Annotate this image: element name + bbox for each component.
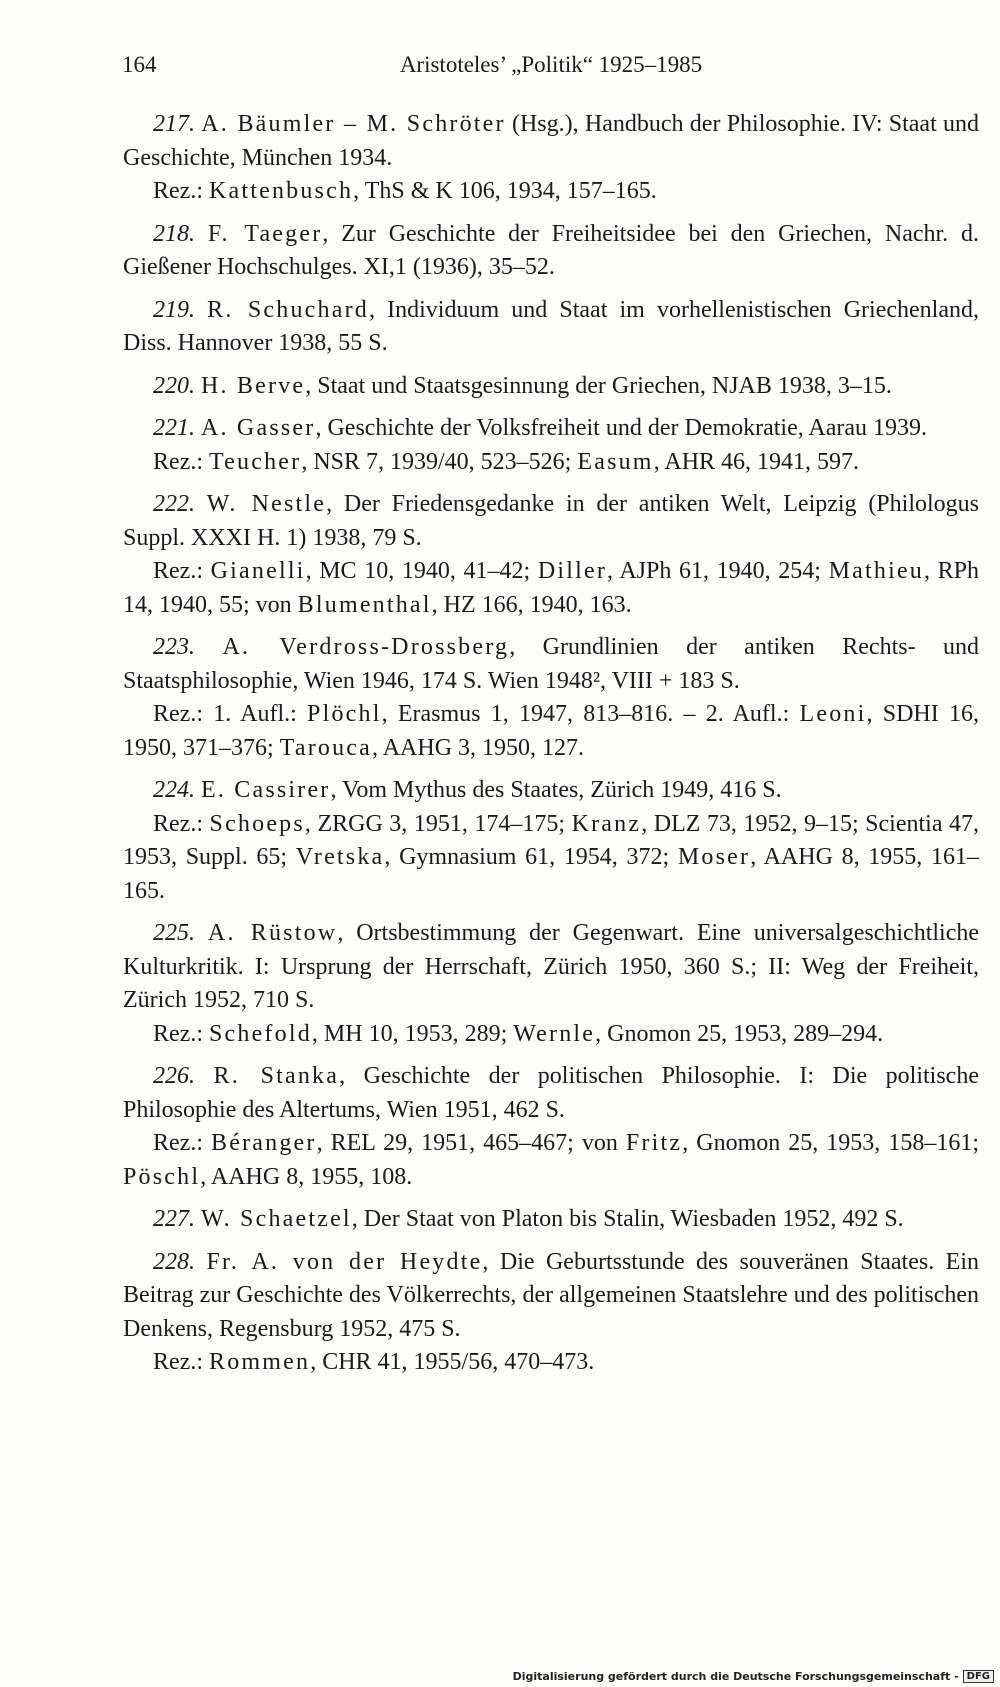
review-text: , ThS & K 106, 1934, 157–165. <box>353 178 657 204</box>
entry-number: 226. <box>153 1063 195 1089</box>
page-number: 164 <box>122 52 157 77</box>
entry-citation <box>123 917 979 1018</box>
bibliography-entry <box>123 488 979 622</box>
entry-title: , Zur Geschichte der Freiheitsidee bei den Griechen, Nachr. d. Gießener Hochschulges. XI,1 (1936), 35–52. <box>123 220 979 280</box>
review-text: Rez.: <box>153 448 209 475</box>
entry-author: H. Berve <box>201 372 306 399</box>
review-text: , Gymnasium 61, 1954, 372; <box>384 844 678 870</box>
reviewer-name: Béranger <box>211 1130 317 1156</box>
bibliography-entry <box>123 108 979 209</box>
reviewer-name: Diller <box>537 558 608 584</box>
review-text: , NSR 7, 1939/40, 523–526; <box>301 448 578 475</box>
entry-number: 222. <box>153 491 195 517</box>
review-text: , CHR 41, 1955/56, 470–473. <box>310 1349 595 1375</box>
review-text: Rez.: <box>153 178 209 204</box>
entry-reviews <box>123 1018 979 1052</box>
reviewer-name: Vretska <box>295 844 385 870</box>
bibliography-entry <box>123 1246 979 1380</box>
review-text: , AJPh 61, 1940, 254; <box>607 558 829 584</box>
review-text: Rez.: <box>153 558 211 584</box>
entry-title: , Individuum und Staat im vorhellenistischen Griechenland, Diss. Hannover 1938, 55 S. <box>123 296 979 356</box>
reviewer-name: Teucher <box>208 448 302 475</box>
entry-reviews <box>123 698 979 765</box>
reviewer-name: Pöschl <box>123 1163 201 1190</box>
entry-number: 223. <box>153 634 195 660</box>
review-text: , AAHG 8, 1955, 161–165. <box>123 844 979 904</box>
entry-reviews <box>123 1346 979 1380</box>
entry-reviews <box>123 175 979 209</box>
entry-number: 217. <box>153 111 195 137</box>
reviewer-name: Moser <box>677 844 751 870</box>
reviewer-name: Schoeps <box>209 810 305 837</box>
review-text: , DLZ 73, 1952, 9–15; Scientia 47, 1953, Suppl. 65; <box>123 810 979 870</box>
reviewer-name: Kranz <box>571 810 642 837</box>
entry-citation <box>123 1203 979 1237</box>
entry-reviews <box>123 555 979 622</box>
reviewer-name: Easum <box>577 448 654 475</box>
review-text: , AAHG 3, 1950, 127. <box>372 734 585 761</box>
entry-title: , Ortsbestimmung der Gegenwart. Eine universalgeschichtliche Kulturkritik. I: Ursprung der Herrschaft, Zürich 1950, 360 S.; II: Weg der Freiheit, Zürich 1952, 710 S. <box>123 920 980 1013</box>
dfg-logo: DFG <box>963 1670 994 1683</box>
bibliography-entry <box>123 774 979 908</box>
reviewer-name: Mathieu <box>828 558 925 584</box>
entry-number: 228. <box>153 1248 195 1275</box>
review-text: Rez.: 1. Aufl.: <box>153 701 308 727</box>
entry-citation <box>123 108 979 175</box>
reviewer-name: Blumenthal <box>297 591 432 618</box>
review-text: , MC 10, 1940, 41–42; <box>305 558 538 584</box>
entry-number: 227. <box>153 1206 195 1232</box>
entry-reviews <box>123 446 979 480</box>
entry-citation <box>123 631 979 698</box>
reviewer-name: Gianelli <box>210 558 306 584</box>
funding-footer <box>513 1670 994 1684</box>
entry-number: 225. <box>153 920 195 946</box>
review-text: , Gnomon 25, 1953, 158–161; <box>682 1130 979 1156</box>
reviewer-name: Fritz <box>625 1130 683 1156</box>
bibliography-entry <box>123 370 979 404</box>
entry-title: , Die Geburtsstunde des souveränen Staates. Ein Beitrag zur Geschichte des Völkerrechts, der allgemeinen Staatslehre und des politischen Denkens, Regensburg 1952, 475 S. <box>123 1248 979 1342</box>
entry-title: (Hsg.), Handbuch der Philosophie. IV: Staat und Geschichte, München 1934. <box>123 111 980 171</box>
bibliography-list <box>123 108 979 1389</box>
entry-author: W. Nestle <box>206 491 327 517</box>
entry-number: 221. <box>153 415 195 441</box>
entry-reviews <box>123 1127 979 1194</box>
entry-author: A. Verdross-Drossberg <box>222 634 510 660</box>
bibliography-entry <box>123 1060 979 1194</box>
entry-title: , Staat und Staatsgesinnung der Griechen, NJAB 1938, 3–15. <box>305 372 892 399</box>
review-text: , HZ 166, 1940, 163. <box>431 591 632 618</box>
entry-citation <box>123 412 979 446</box>
entry-author: W. Schaetzel <box>201 1206 352 1232</box>
entry-citation <box>123 1060 979 1127</box>
entry-citation <box>123 294 979 361</box>
entry-number: 219. <box>153 296 195 323</box>
review-text: Rez.: <box>153 1130 212 1156</box>
review-text: , ZRGG 3, 1951, 174–175; <box>304 810 572 837</box>
reviewer-name: Kattenbusch <box>208 178 354 204</box>
bibliography-entry <box>123 1203 979 1237</box>
entry-author: R. Stanka <box>213 1063 340 1089</box>
bibliography-entry <box>123 294 979 361</box>
page-header <box>122 52 980 86</box>
entry-author: A. Rüstow <box>207 920 338 946</box>
entry-author: A. Gasser <box>201 415 316 441</box>
reviewer-name: Schefold <box>208 1020 312 1047</box>
funding-note: Digitalisierung gefördert durch die Deutsche Forschungsgemeinschaft - <box>512 1669 959 1683</box>
entry-title: , Geschichte der politischen Philosophie. I: Die politische Philosophie des Altertums, Wien 1951, 462 S. <box>123 1063 979 1123</box>
entry-title: , Der Staat von Platon bis Stalin, Wiesbaden 1952, 492 S. <box>351 1206 904 1232</box>
entry-author: Fr. A. von der Heydte <box>206 1248 483 1275</box>
entry-citation <box>123 218 979 285</box>
entry-title: , Der Friedensgedanke in der antiken Welt, Leipzig (Philologus Suppl. XXXI H. 1) 1938, 79 S. <box>123 491 980 551</box>
entry-citation <box>123 488 979 555</box>
review-text: , Erasmus 1, 1947, 813–816. – 2. Aufl.: <box>381 701 800 727</box>
bibliography-entry <box>123 218 979 285</box>
entry-reviews <box>123 808 979 909</box>
reviewer-name: Wernle <box>513 1020 596 1047</box>
review-text: , SDHI 16, 1950, 371–376; <box>123 701 979 761</box>
review-text: Rez.: <box>153 1349 209 1375</box>
entry-author: E. Cassirer <box>201 777 331 803</box>
bibliography-entry <box>123 412 979 479</box>
entry-author: R. Schuchard <box>207 296 369 323</box>
entry-number: 220. <box>153 372 195 399</box>
review-text: Rez.: <box>153 1020 209 1047</box>
bibliography-entry <box>123 917 979 1051</box>
running-title: Aristoteles’ „Politik“ 1925–1985 <box>399 52 703 77</box>
reviewer-name: Rommen <box>208 1349 311 1375</box>
entry-title: , Vom Mythus des Staates, Zürich 1949, 416 S. <box>330 777 782 803</box>
entry-title: , Geschichte der Volksfreiheit und der Demokratie, Aarau 1939. <box>315 415 928 441</box>
reviewer-name: Tarouca <box>279 734 373 761</box>
review-text: , REL 29, 1951, 465–467; von <box>316 1130 626 1156</box>
review-text: Rez.: <box>153 810 210 837</box>
entry-citation <box>123 1246 979 1347</box>
entry-author: F. Taeger <box>207 220 323 247</box>
review-text: , AAHG 8, 1955, 108. <box>200 1163 413 1190</box>
review-text: , Gnomon 25, 1953, 289–294. <box>595 1020 884 1047</box>
review-text: , RPh 14, 1940, 55; von <box>123 558 980 618</box>
reviewer-name: Leoni <box>799 701 867 727</box>
entry-number: 224. <box>153 777 195 803</box>
entry-number: 218. <box>153 220 195 247</box>
review-text: , AHR 46, 1941, 597. <box>653 448 860 475</box>
entry-citation <box>123 774 979 808</box>
entry-citation <box>123 370 979 404</box>
reviewer-name: Plöchl <box>307 701 382 727</box>
bibliography-entry <box>123 631 979 765</box>
review-text: , MH 10, 1953, 289; <box>311 1020 514 1047</box>
entry-author: A. Bäumler – M. Schröter <box>201 111 506 137</box>
entry-title: , Grundlinien der antiken Rechts- und Staatsphilosophie, Wien 1946, 174 S. Wien 1948², VIII + 183 S. <box>123 634 980 694</box>
